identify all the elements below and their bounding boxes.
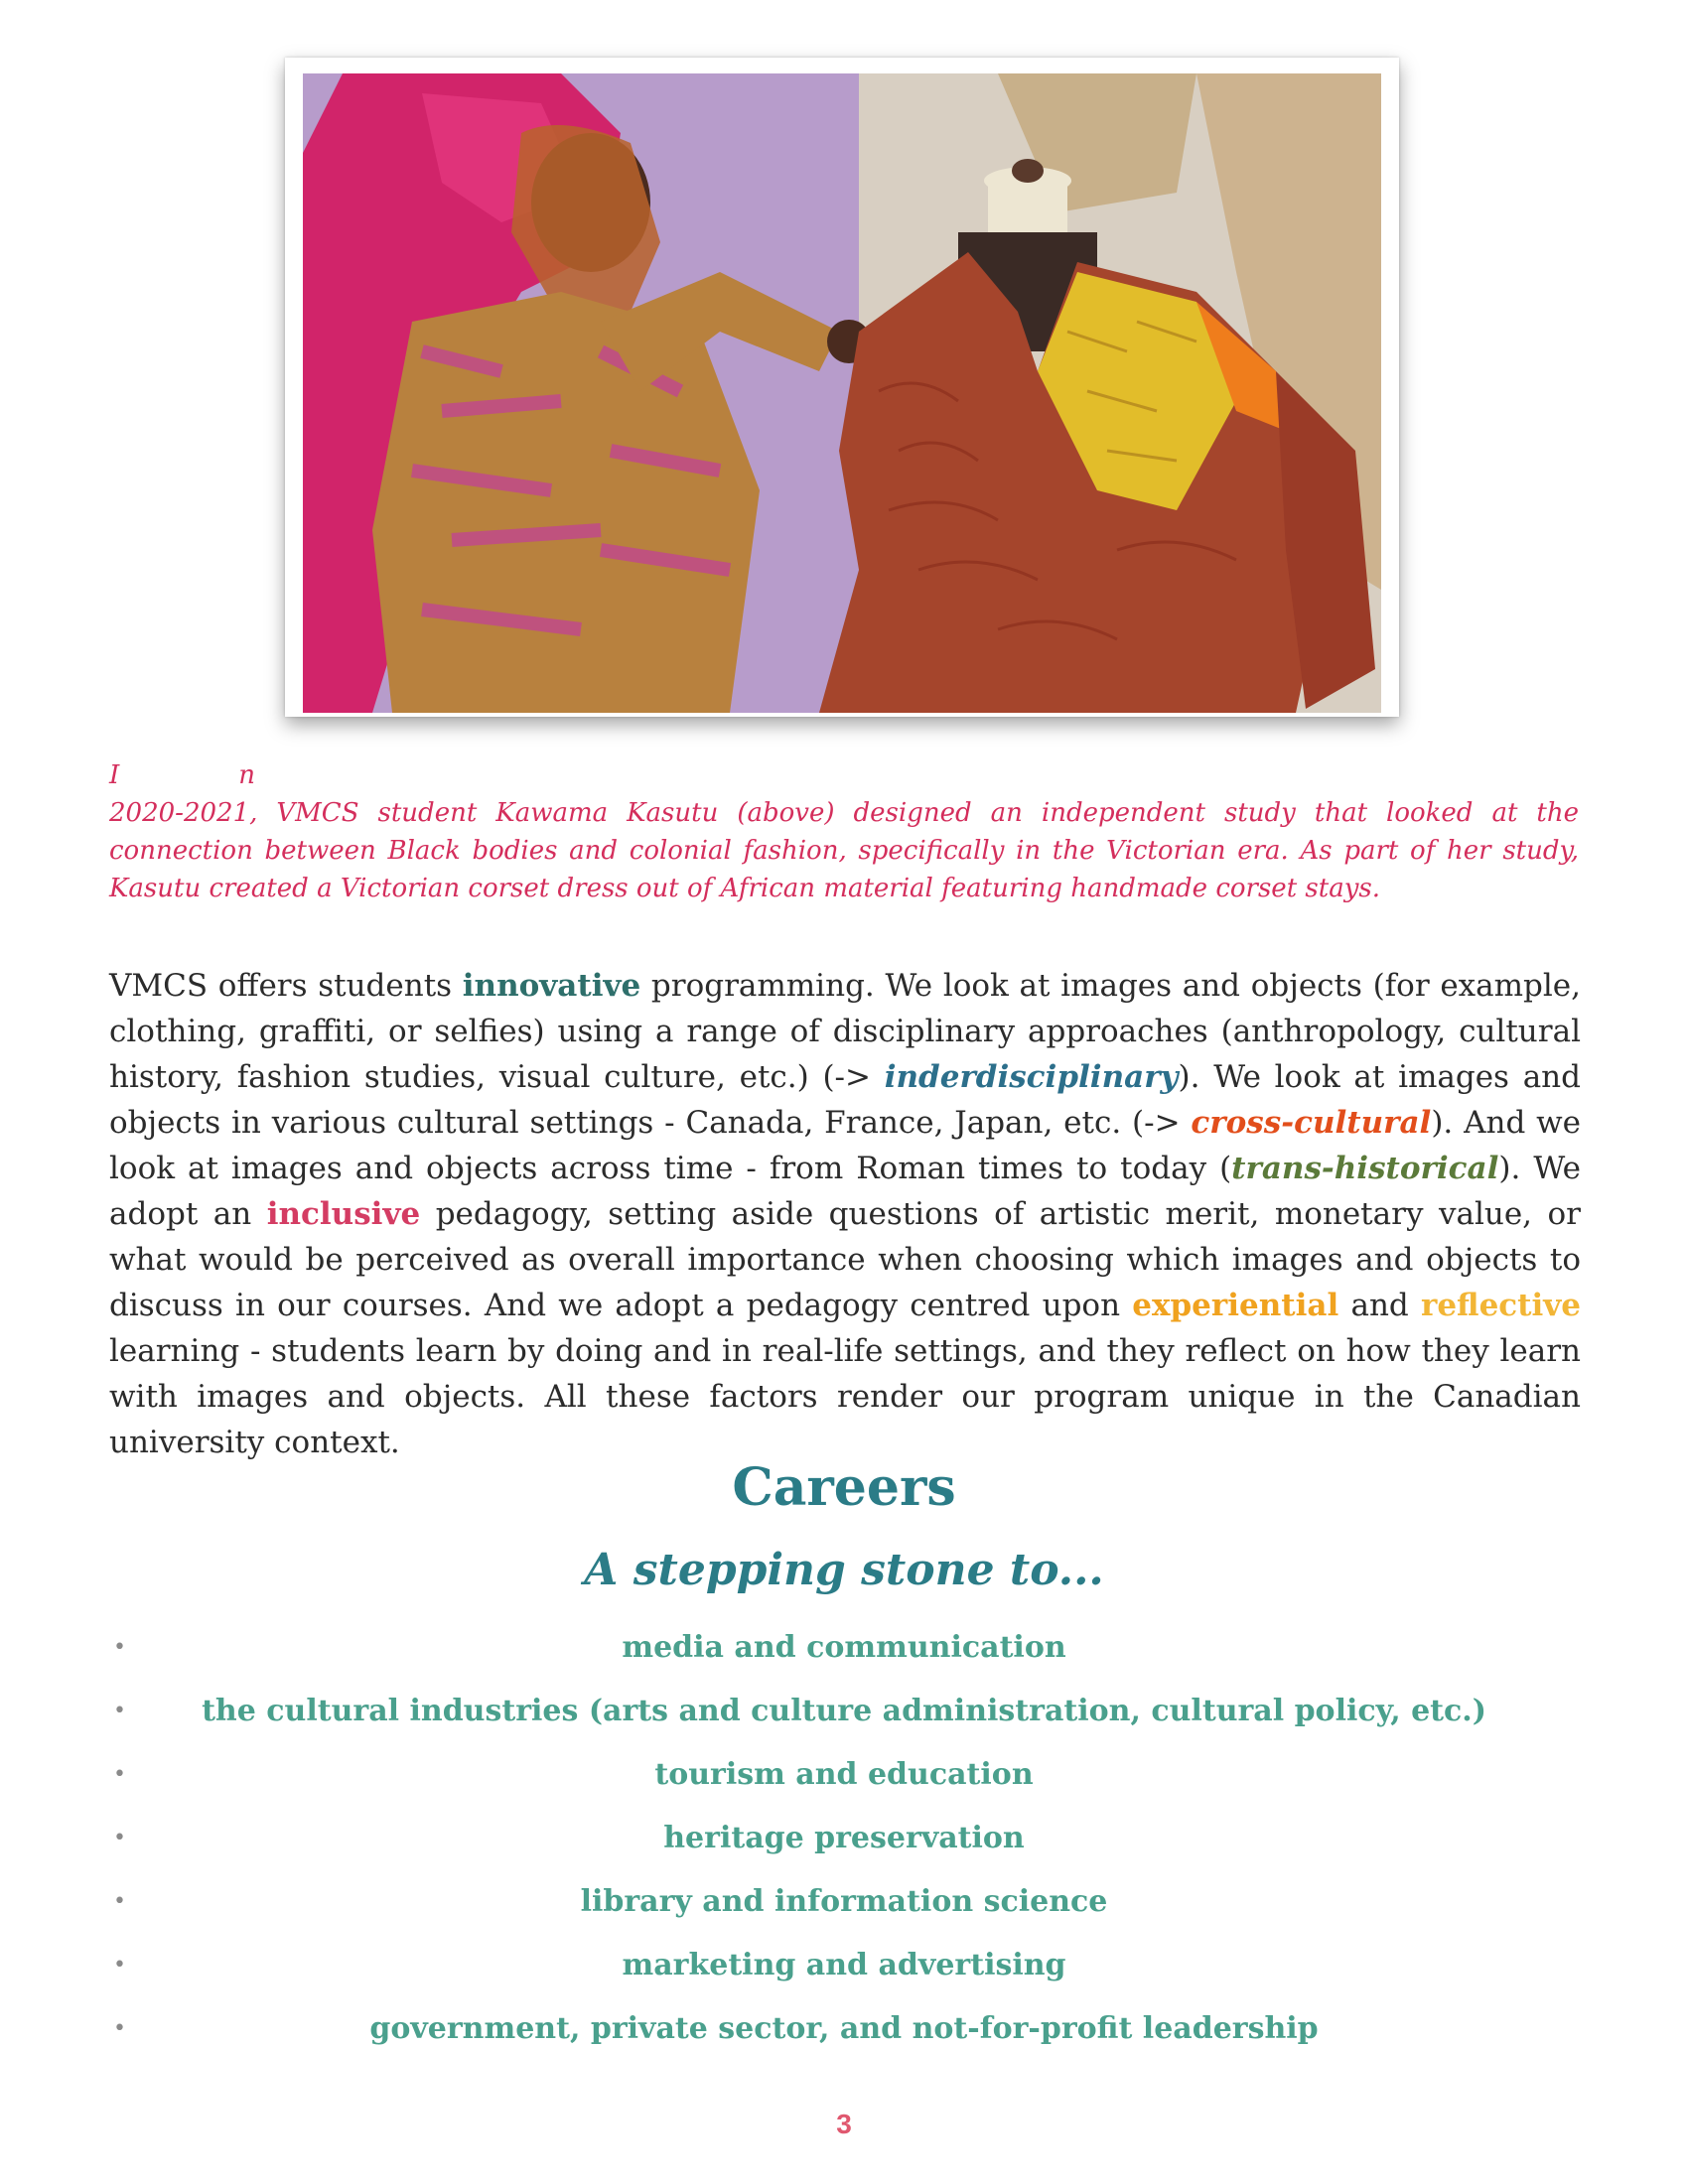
career-item xyxy=(0,1870,1688,1934)
caption-dropcap-a: I xyxy=(109,760,120,790)
photo-caption xyxy=(109,756,1579,907)
body-text-6: pedagogy, setting aside questions of artistic merit, monetary value, or what would be perceived as overall importance when choosing which images and objects to discuss in our courses. And we adopt a pedagogy centred upon xyxy=(109,1196,1581,1323)
student-dress-photo xyxy=(303,73,1381,713)
career-item xyxy=(0,1807,1688,1870)
keyword-inclusive: inclusive xyxy=(266,1196,421,1232)
body-text-8: learning - students learn by doing and in real-life settings, and they reflect on how they learn with images and objects. All these factors render our program unique in the Canadian university context. xyxy=(109,1333,1581,1460)
bullet-icon: • xyxy=(113,2016,126,2041)
page-number: 3 xyxy=(836,2109,852,2139)
keyword-interdisciplinary: inderdisciplinary xyxy=(884,1059,1179,1095)
career-list xyxy=(0,1616,1688,2061)
keyword-reflective: reflective xyxy=(1420,1288,1582,1323)
body-text-2: programming. We look at images and objects (for example, clothing, graffiti, or selfies) using a range of disciplinary approaches (anthropology, cultural history, fashion studies, visual culture, etc.) (-> xyxy=(109,968,1581,1095)
body-text-3: ). We look at images and objects in various cultural settings - Canada, France, Japan, etc. (-> xyxy=(109,1059,1581,1141)
career-item xyxy=(0,1616,1688,1680)
career-label: the cultural industries (arts and culture administration, cultural policy, etc.) xyxy=(202,1694,1486,1728)
career-label: government, private sector, and not-for-profit leadership xyxy=(369,2011,1319,2046)
career-item xyxy=(0,1997,1688,2061)
bullet-icon: • xyxy=(113,1762,126,1787)
bullet-icon: • xyxy=(113,1699,126,1723)
photo-illustration xyxy=(303,73,1381,713)
caption-dropcap-b: n xyxy=(238,760,256,790)
bullet-icon: • xyxy=(113,1889,126,1914)
body-text-5: ). We adopt an xyxy=(109,1151,1581,1232)
caption-text: 2020-2021, VMCS student Kawama Kasutu (above) designed an independent study that looked at the connection between Black bodies and colonial fashion, specifically in the Victorian era. As part of her study, Kasutu created a Victorian corset dress out of African material featuring handmade corset stays. xyxy=(109,798,1579,903)
bullet-icon: • xyxy=(113,1953,126,1978)
program-description xyxy=(109,963,1581,1465)
career-item xyxy=(0,1743,1688,1807)
body-text-4: ). And we look at images and objects across time - from Roman times to today ( xyxy=(109,1105,1581,1186)
career-label: media and communication xyxy=(622,1630,1066,1665)
career-label: heritage preservation xyxy=(663,1821,1025,1855)
career-label: tourism and education xyxy=(654,1757,1034,1792)
body-text-7: and xyxy=(1338,1288,1421,1323)
career-label: marketing and advertising xyxy=(622,1948,1066,1982)
body-text-1: VMCS offers students xyxy=(109,968,463,1004)
bullet-icon: • xyxy=(113,1635,126,1660)
career-item xyxy=(0,1680,1688,1743)
careers-subheading: A stepping stone to... xyxy=(584,1545,1104,1595)
keyword-cross-cultural: cross-cultural xyxy=(1191,1105,1432,1141)
keyword-trans-historical: trans-historical xyxy=(1231,1151,1499,1186)
keyword-innovative: innovative xyxy=(462,968,641,1004)
career-item xyxy=(0,1934,1688,1997)
bullet-icon: • xyxy=(113,1826,126,1850)
photo-frame xyxy=(285,58,1399,717)
career-label: library and information science xyxy=(580,1884,1108,1919)
caption-first-line xyxy=(109,756,1579,794)
careers-heading: Careers xyxy=(732,1457,956,1518)
keyword-experiential: experiential xyxy=(1132,1288,1339,1323)
